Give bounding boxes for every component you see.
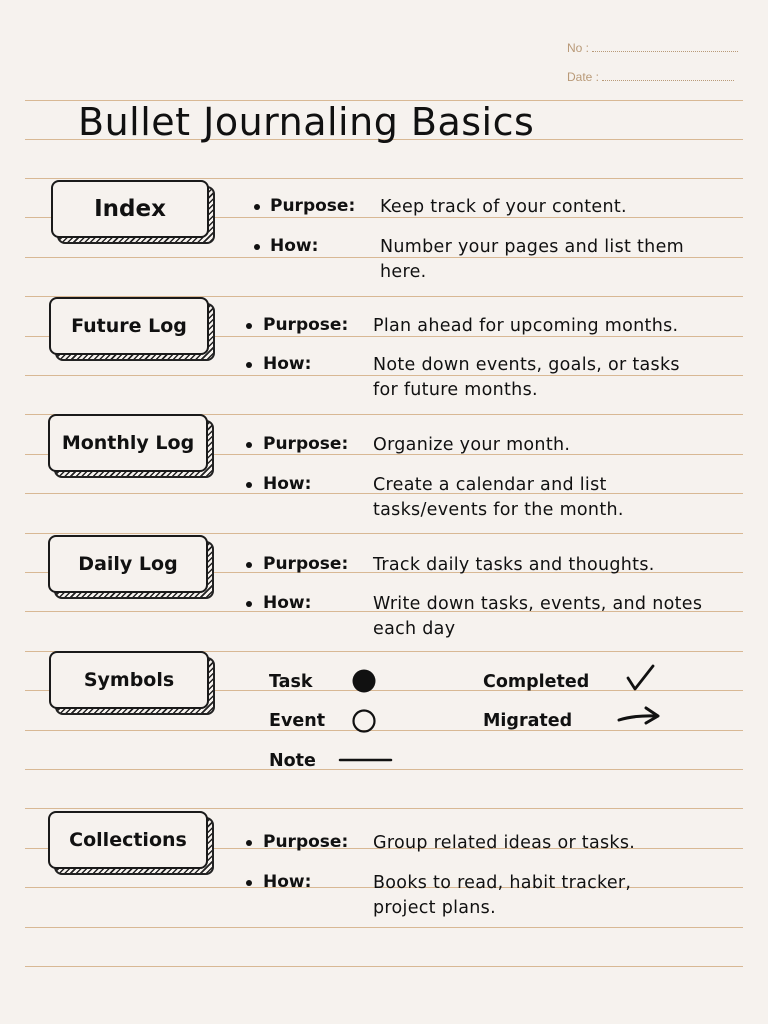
number-field xyxy=(567,41,738,55)
index-purpose-text: Keep track of your content. xyxy=(380,197,627,217)
bullet-dot xyxy=(246,482,252,488)
index-purpose-key: Purpose: xyxy=(270,196,356,216)
future-log-label: Future Log xyxy=(49,297,209,355)
collections-purpose-key: Purpose: xyxy=(263,832,349,852)
collections-how-text-2: project plans. xyxy=(373,898,496,918)
monthly-log-purpose-key: Purpose: xyxy=(263,434,349,454)
daily-log-purpose-key: Purpose: xyxy=(263,554,349,574)
bullet-dot xyxy=(254,244,260,250)
daily-log-label: Daily Log xyxy=(48,535,208,593)
checkmark-icon xyxy=(622,662,658,694)
symbols-label-box xyxy=(49,651,209,709)
monthly-log-how-text-2: tasks/events for the month. xyxy=(373,500,624,520)
open-circle-icon xyxy=(350,708,378,736)
completed-label: Completed xyxy=(483,672,590,692)
monthly-log-how-key: How: xyxy=(263,474,312,494)
monthly-log-how-text-1: Create a calendar and list xyxy=(373,475,607,495)
index-how-key: How: xyxy=(270,236,319,256)
bullet-dot xyxy=(246,442,252,448)
filled-circle-icon xyxy=(350,668,378,696)
number-line xyxy=(592,51,738,52)
index-how-text-2: here. xyxy=(380,262,427,282)
date-label: Date : xyxy=(567,70,600,84)
bullet-dot xyxy=(246,362,252,368)
collections-label-box xyxy=(48,811,208,869)
task-label: Task xyxy=(269,672,313,692)
page-title: Bullet Journaling Basics xyxy=(78,100,535,144)
date-field xyxy=(567,70,734,84)
collections-how-key: How: xyxy=(263,872,312,892)
date-line xyxy=(602,80,734,81)
symbols-label: Symbols xyxy=(49,651,209,709)
bullet-dot xyxy=(246,880,252,886)
note-label: Note xyxy=(269,751,316,771)
daily-log-how-text-1: Write down tasks, events, and notes xyxy=(373,594,703,614)
bullet-dot xyxy=(246,323,252,329)
monthly-log-purpose-text: Organize your month. xyxy=(373,435,571,455)
number-label: No : xyxy=(567,41,590,55)
daily-log-purpose-text: Track daily tasks and thoughts. xyxy=(373,555,655,575)
migrated-label: Migrated xyxy=(483,711,573,731)
bullet-dot xyxy=(246,601,252,607)
monthly-log-label-box xyxy=(48,414,208,472)
arrow-right-icon xyxy=(615,704,665,730)
index-label: Index xyxy=(51,180,209,238)
bullet-dot xyxy=(254,204,260,210)
monthly-log-label: Monthly Log xyxy=(48,414,208,472)
collections-label: Collections xyxy=(48,811,208,869)
future-log-how-text-1: Note down events, goals, or tasks xyxy=(373,355,680,375)
future-log-how-text-2: for future months. xyxy=(373,380,538,400)
daily-log-how-key: How: xyxy=(263,593,312,613)
index-label-box xyxy=(51,180,209,238)
bullet-dot xyxy=(246,562,252,568)
future-log-purpose-key: Purpose: xyxy=(263,315,349,335)
dash-icon xyxy=(338,752,394,768)
daily-log-how-text-2: each day xyxy=(373,619,456,639)
event-label: Event xyxy=(269,711,326,731)
future-log-how-key: How: xyxy=(263,354,312,374)
future-log-label-box xyxy=(49,297,209,355)
bullet-dot xyxy=(246,840,252,846)
daily-log-label-box xyxy=(48,535,208,593)
future-log-purpose-text: Plan ahead for upcoming months. xyxy=(373,316,679,336)
collections-purpose-text: Group related ideas or tasks. xyxy=(373,833,636,853)
collections-how-text-1: Books to read, habit tracker, xyxy=(373,873,632,893)
index-how-text-1: Number your pages and list them xyxy=(380,237,684,257)
